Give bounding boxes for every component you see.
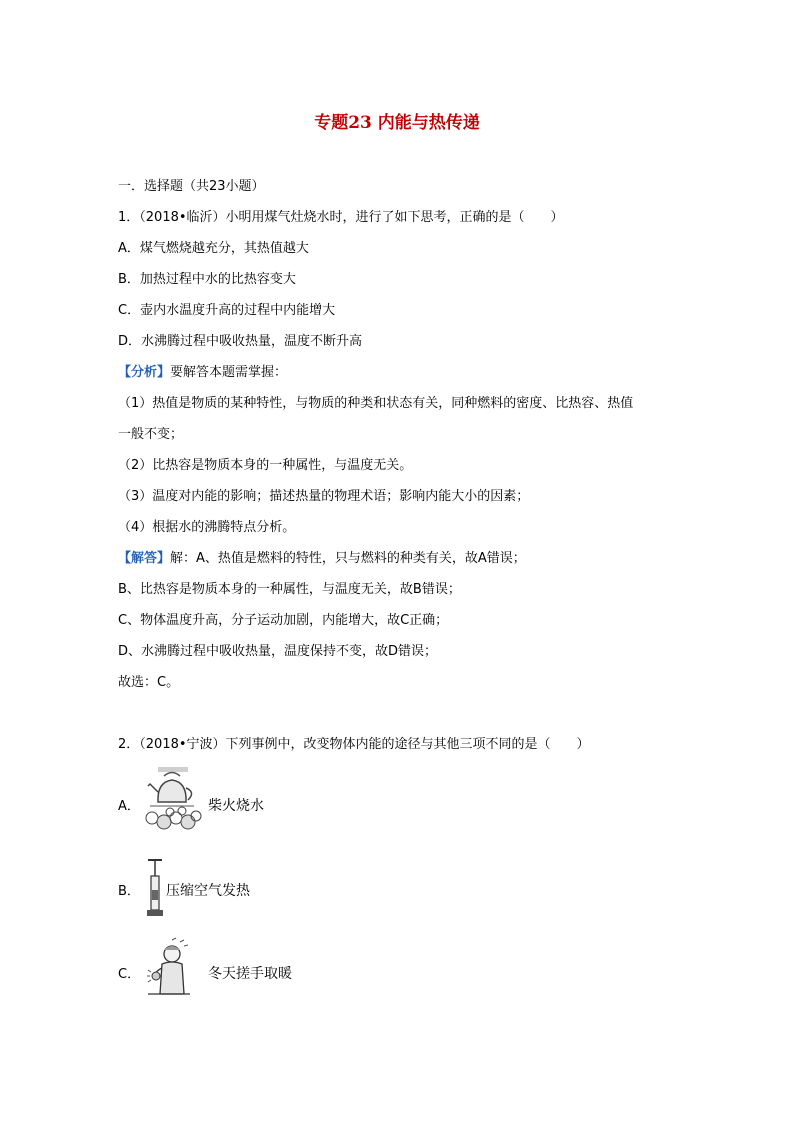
q1-answer-line: 故选：C。 [118,675,180,690]
page-title: 专题23 内能与热传递 [314,113,480,133]
answer-intro: 解：A、热值是燃料的特性，只与燃料的种类有关，故A错误； [170,551,526,566]
analysis-intro: 要解答本题需掌握： [170,365,288,380]
q1-analysis-line: （3）温度对内能的影响；描述热量的物理术语；影响内能大小的因素； [118,489,530,504]
q1-analysis-line: （2）比热容是物质本身的一种属性，与温度无关。 [118,458,413,473]
air-pump-icon [146,856,164,918]
q1-answer-heading [118,550,526,568]
q2-stem: 2．（2018•宁波）下列事例中，改变物体内能的途径与其他三项不同的是（ ） [118,737,590,752]
q1-analysis-heading [118,364,287,382]
q1-analysis-line: （1）热值是物质的某种特性，与物质的种类和状态有关，同种燃料的密度、比热容、热值 [118,396,634,411]
q1-stem: 1．（2018•临沂）小明用煤气灶烧水时，进行了如下思考，正确的是（ ） [118,210,564,225]
q1-option-b: B．加热过程中水的比热容变大 [118,272,296,287]
q2-option-b-letter: B． [118,884,140,899]
q1-answer-line: B、比热容是物质本身的一种属性，与温度无关，故B错误； [118,582,461,597]
answer-tag: 【解答】 [118,551,171,566]
q2-option-a-letter: A． [118,799,140,814]
analysis-tag: 【分析】 [118,365,171,380]
q1-option-d: D．水沸腾过程中吸收热量，温度不断升高 [118,334,363,349]
q1-option-a: A．煤气燃烧越充分，其热值越大 [118,241,309,256]
q2-option-b-text: 压缩空气发热 [166,883,250,899]
q1-answer-line: C、物体温度升高，分子运动加剧，内能增大，故C正确； [118,613,449,628]
q1-analysis-line: 一般不变； [118,427,184,442]
q1-analysis-line: （4）根据水的沸腾特点分析。 [118,520,296,535]
q2-option-a-text: 柴火烧水 [208,798,264,814]
kettle-fire-icon [140,766,204,834]
q2-option-c-letter: C． [118,967,141,982]
section-heading: 一．选择题（共23小题） [118,179,265,194]
q1-answer-line: D、水沸腾过程中吸收热量，温度保持不变，故D错误； [118,644,438,659]
rubbing-hands-icon [144,936,194,998]
q1-option-c: C．壶内水温度升高的过程中内能增大 [118,303,336,318]
q2-option-c-text: 冬天搓手取暖 [208,966,292,982]
